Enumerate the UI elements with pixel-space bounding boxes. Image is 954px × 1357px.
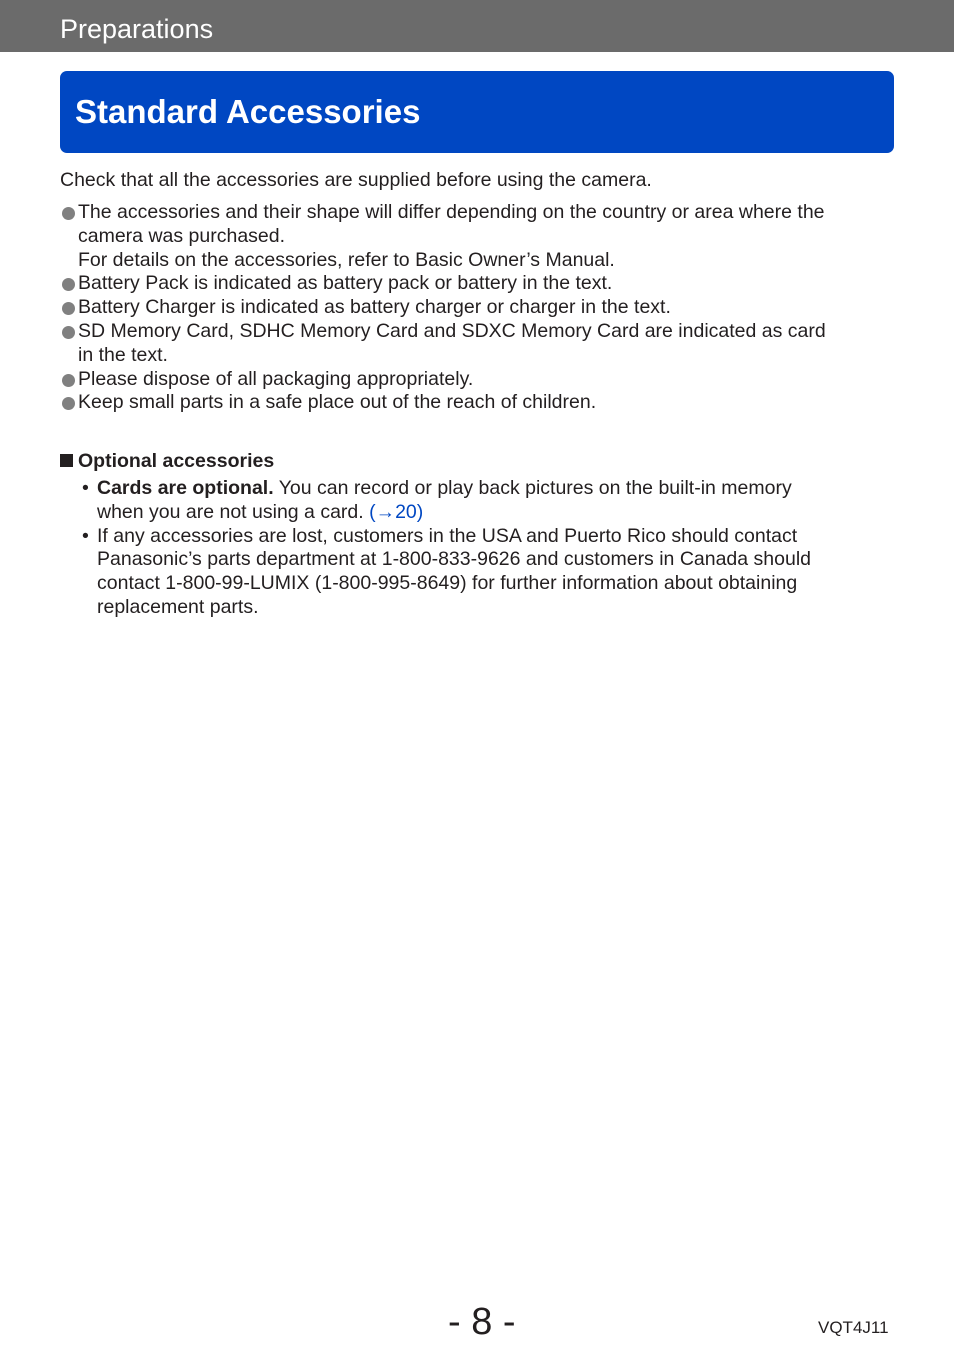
item-line: If any accessories are lost, customers in the USA and Puerto Rico should contact bbox=[97, 524, 798, 547]
item-line: contact 1-800-99-LUMIX (1-800-995-8649) for further information about obtaining bbox=[97, 572, 798, 595]
notes-list bbox=[60, 201, 900, 415]
optional-accessories-heading bbox=[60, 449, 274, 473]
page-reference-link[interactable]: (→20) bbox=[369, 500, 424, 523]
bullet: • bbox=[82, 524, 89, 547]
note-item bbox=[60, 201, 900, 272]
item-line: replacement parts. bbox=[97, 595, 259, 618]
item-line bbox=[97, 501, 882, 525]
note-item bbox=[60, 391, 900, 415]
note-item bbox=[60, 320, 900, 368]
note-item bbox=[60, 272, 900, 296]
note-item bbox=[60, 368, 900, 392]
optional-accessories-list bbox=[82, 477, 882, 620]
item-text: when you are not using a card. bbox=[97, 500, 370, 523]
note-line: For details on the accessories, refer to Basic Owner’s Manual. bbox=[78, 248, 615, 271]
optional-accessories-title: Optional accessories bbox=[78, 450, 275, 472]
list-item bbox=[82, 525, 882, 620]
note-line: camera was purchased. bbox=[78, 224, 286, 247]
bullet: • bbox=[82, 477, 89, 499]
page-heading-box bbox=[60, 71, 894, 153]
item-text: You can record or play back pictures on the built-in memory bbox=[273, 477, 792, 499]
section-header-bar bbox=[0, 0, 954, 52]
filled-circle-bullet-icon bbox=[62, 326, 75, 339]
item-line: Panasonic’s parts department at 1-800-833-9626 and customers in Canada should bbox=[97, 548, 812, 571]
item-line bbox=[97, 477, 882, 501]
filled-square-icon bbox=[60, 454, 73, 467]
note-item bbox=[60, 296, 900, 320]
filled-circle-bullet-icon bbox=[62, 278, 75, 291]
note-line: Keep small parts in a safe place out of the reach of children. bbox=[78, 391, 597, 414]
page-number: - 8 - bbox=[448, 1301, 516, 1343]
section-title: Preparations bbox=[60, 14, 214, 44]
filled-circle-bullet-icon bbox=[62, 374, 75, 387]
note-line: Battery Pack is indicated as battery pack or battery in the text. bbox=[78, 272, 613, 295]
page-title: Standard Accessories bbox=[75, 93, 421, 130]
filled-circle-bullet-icon bbox=[62, 207, 75, 220]
filled-circle-bullet-icon bbox=[62, 397, 75, 410]
intro-text: Check that all the accessories are supplied before using the camera. bbox=[60, 169, 652, 191]
note-line: in the text. bbox=[78, 343, 168, 366]
filled-circle-bullet-icon bbox=[62, 302, 75, 315]
note-line: Battery Charger is indicated as battery charger or charger in the text. bbox=[78, 296, 671, 319]
note-line: SD Memory Card, SDHC Memory Card and SDXC Memory Card are indicated as card bbox=[78, 319, 826, 342]
note-line: The accessories and their shape will differ depending on the country or area where the bbox=[78, 201, 825, 223]
list-item bbox=[82, 477, 882, 525]
cards-optional-bold: Cards are optional. bbox=[97, 477, 274, 499]
note-line: Please dispose of all packaging appropriately. bbox=[78, 367, 474, 390]
document-code: VQT4J11 bbox=[818, 1318, 889, 1337]
